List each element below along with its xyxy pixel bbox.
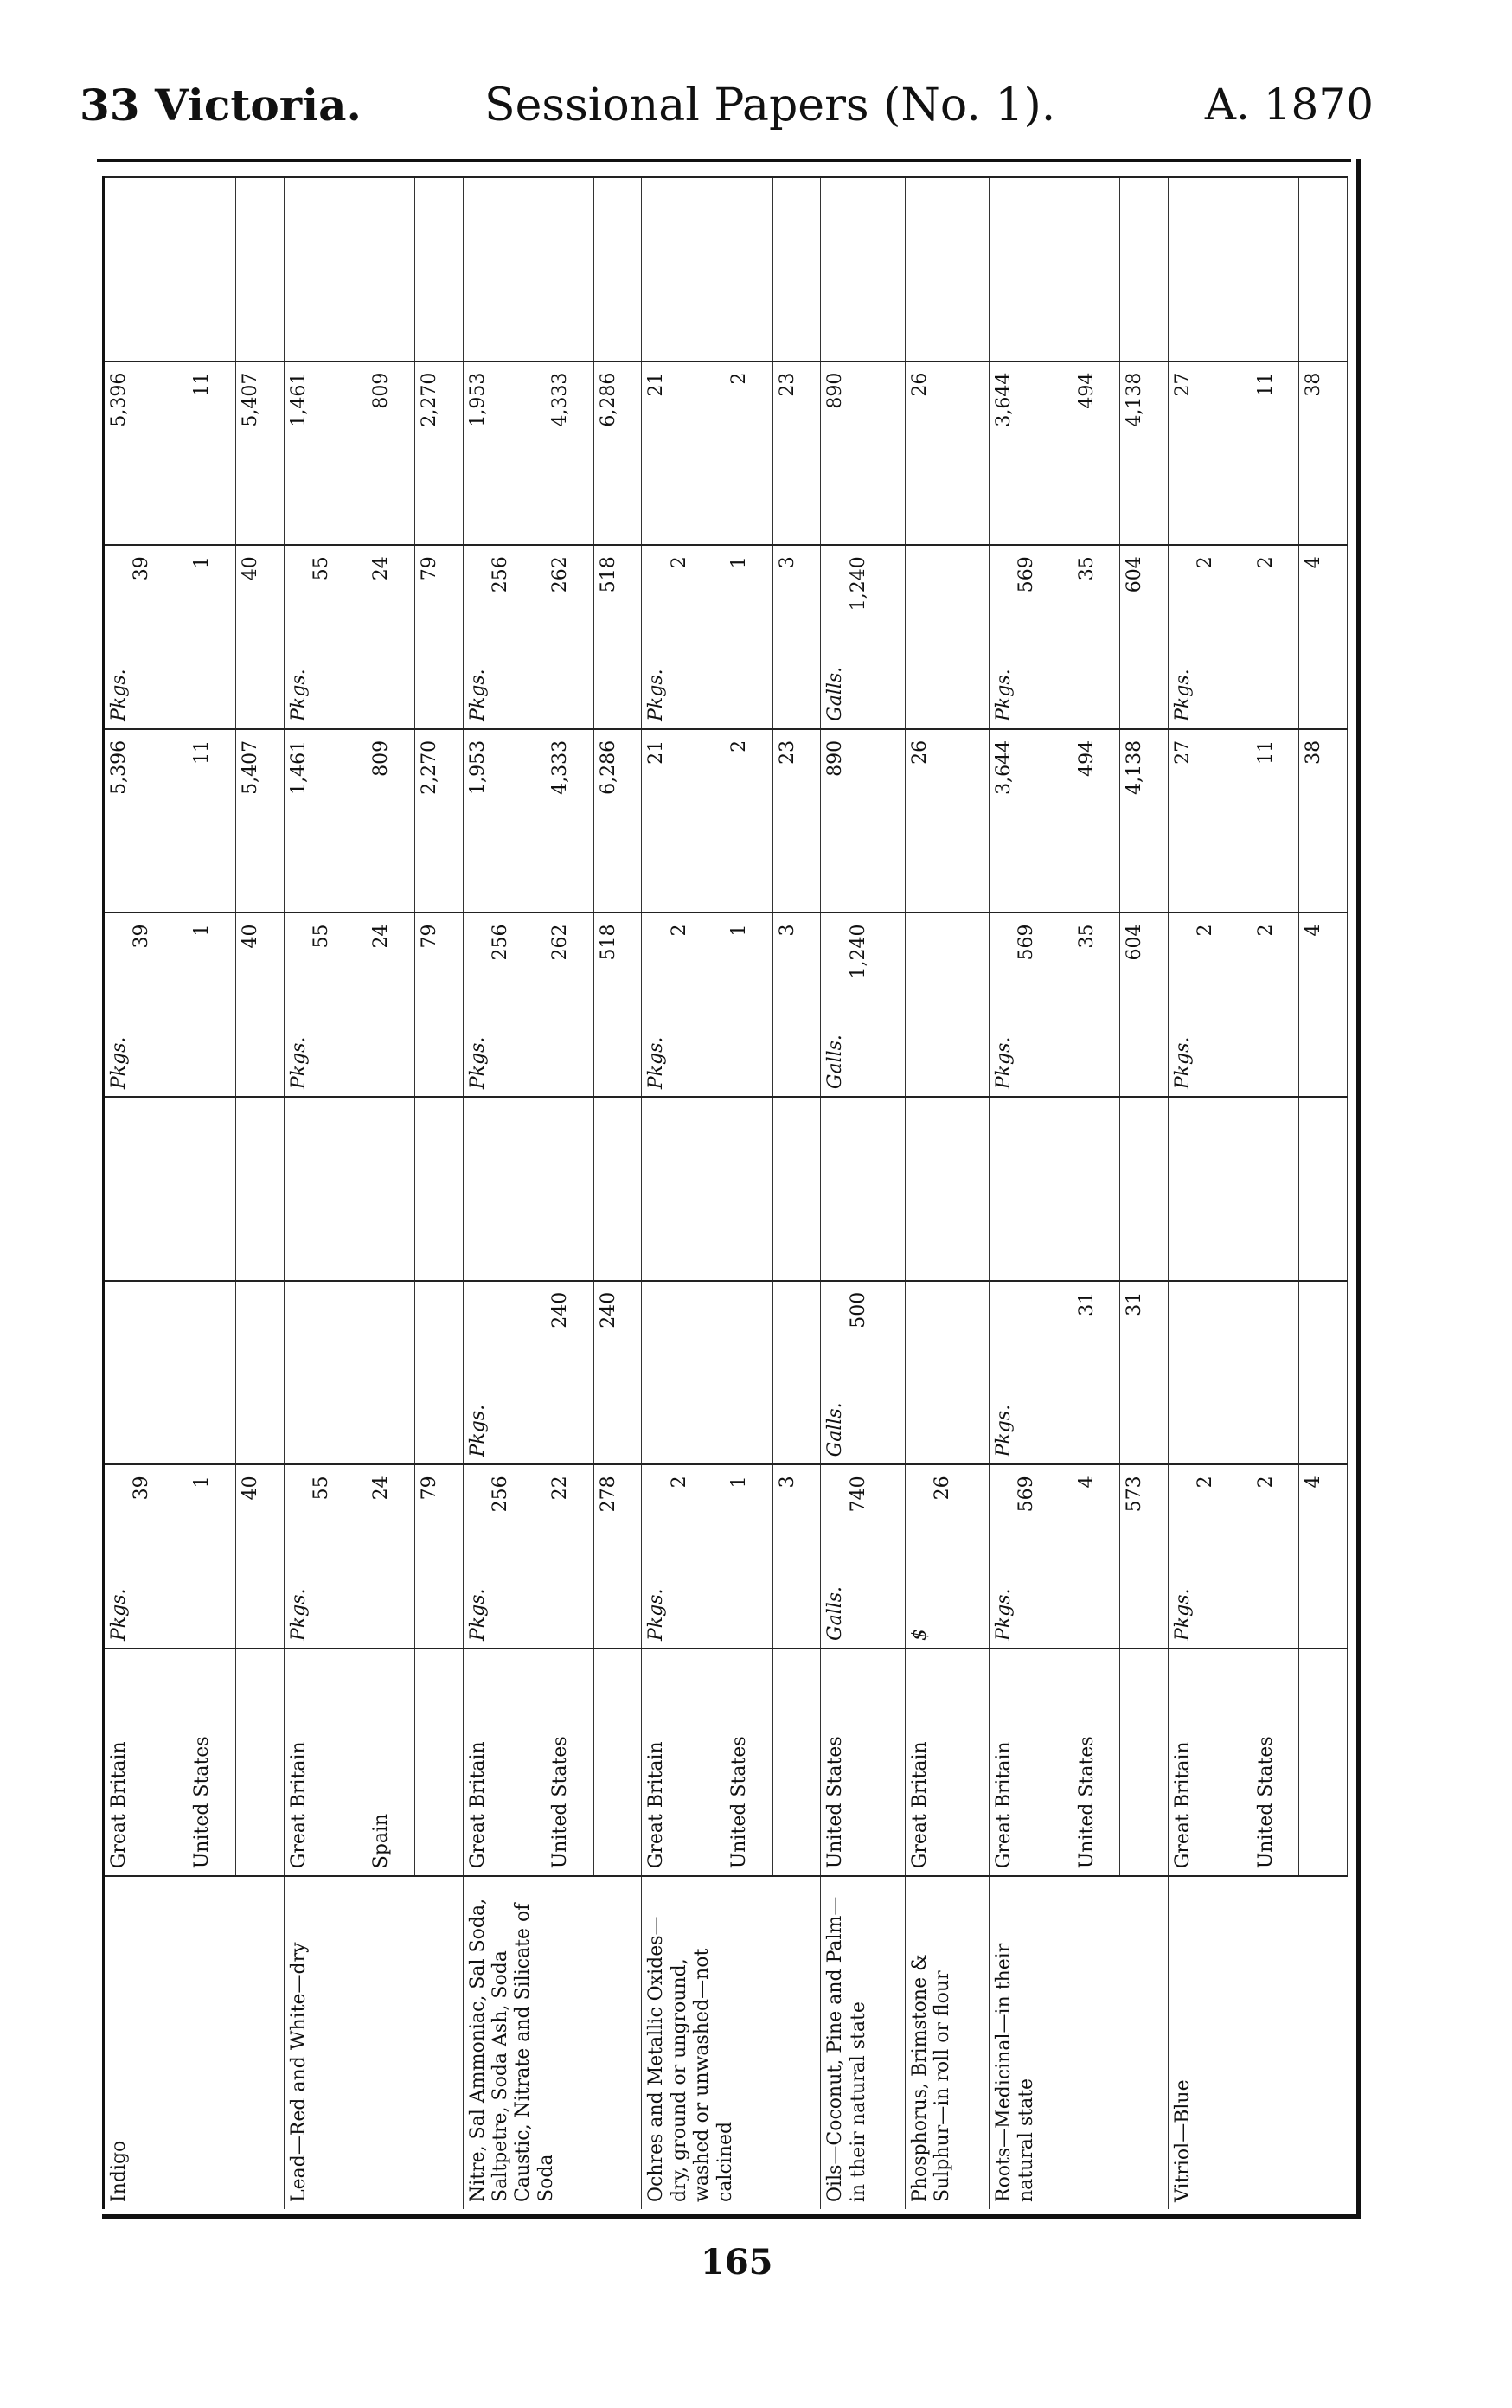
table-row bbox=[463, 177, 546, 2209]
value-text: 890 bbox=[824, 372, 847, 409]
value-text: 39 bbox=[131, 556, 153, 581]
value-text: 2 bbox=[668, 556, 690, 569]
total-cell: 4,138 bbox=[1120, 362, 1169, 546]
value-text: 24 bbox=[370, 556, 393, 581]
value-cell bbox=[905, 1281, 989, 1465]
value-cell bbox=[546, 913, 593, 1098]
article-name: Vitriol—Blue bbox=[1168, 1876, 1347, 2209]
value-cell bbox=[104, 545, 189, 729]
value-cell bbox=[1168, 545, 1251, 729]
value-text: 1,461 bbox=[287, 372, 310, 427]
value-text: 39 bbox=[131, 1476, 153, 1501]
total-cell bbox=[235, 177, 284, 362]
value-text: 1,953 bbox=[466, 740, 489, 795]
value-cell bbox=[989, 1464, 1072, 1649]
value-text: 256 bbox=[489, 924, 511, 961]
value-cell bbox=[188, 362, 235, 546]
total-cell bbox=[772, 1097, 821, 1281]
total-label-cell bbox=[235, 1649, 284, 1876]
value-text: 569 bbox=[1015, 556, 1038, 593]
unit-label: Pkgs. bbox=[1171, 1036, 1194, 1090]
value-cell bbox=[642, 362, 725, 546]
value-text: 55 bbox=[310, 556, 332, 581]
unit-label: Galls. bbox=[824, 1034, 847, 1090]
value-cell bbox=[821, 545, 905, 729]
total-cell: 31 bbox=[1120, 1281, 1169, 1465]
value-text: 2 bbox=[1254, 924, 1277, 937]
unit-label: Pkgs. bbox=[108, 669, 130, 721]
total-cell: 6,286 bbox=[593, 362, 642, 546]
value-text: 2 bbox=[1195, 924, 1217, 937]
unit-label: Pkgs. bbox=[466, 1588, 489, 1641]
total-cell bbox=[593, 1097, 642, 1281]
value-text: 26 bbox=[932, 1476, 954, 1501]
unit-label: Pkgs. bbox=[466, 669, 489, 721]
value-cell bbox=[1073, 1281, 1120, 1465]
value-cell bbox=[104, 913, 189, 1098]
value-text: 3,644 bbox=[992, 372, 1015, 427]
value-text: 1 bbox=[728, 924, 751, 937]
value-cell bbox=[367, 362, 414, 546]
value-text: 2 bbox=[1195, 556, 1217, 569]
country-cell: Great Britain bbox=[284, 1649, 367, 1876]
total-cell: 3 bbox=[772, 913, 821, 1098]
value-cell bbox=[104, 1464, 189, 1649]
value-text: 21 bbox=[645, 740, 668, 765]
value-cell bbox=[463, 729, 546, 913]
unit-label: Pkgs. bbox=[287, 1036, 310, 1090]
value-cell bbox=[188, 1281, 235, 1465]
value-cell bbox=[725, 545, 772, 729]
value-cell bbox=[188, 1097, 235, 1281]
value-text: 262 bbox=[549, 556, 572, 593]
total-cell: 240 bbox=[593, 1281, 642, 1465]
country-cell: Great Britain bbox=[905, 1649, 989, 1876]
value-text: 24 bbox=[370, 1476, 393, 1501]
value-cell bbox=[989, 729, 1072, 913]
article-name: Ochres and Metallic Oxides—dry, ground or unground, washed or unwashed—not calcined bbox=[642, 1876, 821, 2209]
table-row bbox=[821, 177, 905, 2209]
value-cell bbox=[905, 545, 989, 729]
value-cell bbox=[1252, 729, 1299, 913]
value-text: 35 bbox=[1075, 556, 1098, 581]
article-name: Lead—Red and White—dry bbox=[284, 1876, 463, 2209]
value-cell bbox=[642, 913, 725, 1098]
header-right: A. 1870 bbox=[1204, 80, 1374, 130]
value-cell bbox=[1073, 1464, 1120, 1649]
value-cell bbox=[1252, 1097, 1299, 1281]
value-cell bbox=[642, 1464, 725, 1649]
country-cell: Spain bbox=[367, 1649, 414, 1876]
country-cell: United States bbox=[1073, 1649, 1120, 1876]
value-cell bbox=[284, 362, 367, 546]
total-cell bbox=[235, 1097, 284, 1281]
value-text: 11 bbox=[191, 740, 214, 765]
value-cell bbox=[367, 729, 414, 913]
value-text: 2 bbox=[728, 372, 751, 385]
value-cell bbox=[821, 1464, 905, 1649]
value-cell bbox=[725, 729, 772, 913]
article-name: Oils—Coconut, Pine and Palm—in their natural state bbox=[821, 1876, 905, 2209]
page-number: 165 bbox=[701, 2242, 773, 2283]
value-text: 4 bbox=[1075, 1476, 1098, 1489]
value-cell bbox=[642, 729, 725, 913]
country-cell: United States bbox=[725, 1649, 772, 1876]
value-text: 22 bbox=[549, 1476, 572, 1501]
value-text: 27 bbox=[1171, 372, 1194, 397]
value-cell bbox=[642, 545, 725, 729]
value-text: 5,396 bbox=[108, 372, 130, 427]
value-cell bbox=[1168, 1281, 1251, 1465]
value-text: 2 bbox=[668, 1476, 690, 1489]
value-text: 494 bbox=[1075, 372, 1098, 409]
total-label-cell bbox=[772, 1649, 821, 1876]
value-cell bbox=[1073, 913, 1120, 1098]
header-center: Sessional Papers (No. 1). bbox=[484, 80, 1056, 131]
value-cell bbox=[905, 177, 989, 362]
unit-label: Pkgs. bbox=[992, 1588, 1015, 1641]
value-cell bbox=[284, 1281, 367, 1465]
value-cell bbox=[725, 177, 772, 362]
value-cell bbox=[546, 177, 593, 362]
value-cell bbox=[1168, 1097, 1251, 1281]
value-cell bbox=[1252, 362, 1299, 546]
value-cell bbox=[642, 1097, 725, 1281]
total-cell bbox=[414, 1281, 463, 1465]
value-text: 240 bbox=[549, 1291, 572, 1329]
value-cell bbox=[104, 1097, 189, 1281]
value-cell bbox=[463, 1464, 546, 1649]
value-text: 11 bbox=[1254, 740, 1277, 765]
value-cell bbox=[1073, 177, 1120, 362]
trade-table bbox=[102, 176, 1348, 2209]
unit-label: Pkgs. bbox=[992, 1036, 1015, 1090]
value-text: 256 bbox=[489, 556, 511, 593]
value-cell bbox=[188, 545, 235, 729]
total-cell: 4 bbox=[1299, 913, 1348, 1098]
value-text: 1 bbox=[728, 556, 751, 569]
value-text: 4,333 bbox=[549, 372, 572, 427]
value-text: 1,240 bbox=[847, 924, 869, 979]
country-cell: Great Britain bbox=[1168, 1649, 1251, 1876]
value-cell bbox=[1168, 177, 1251, 362]
value-cell bbox=[905, 362, 989, 546]
table-row bbox=[989, 177, 1072, 2209]
country-cell: United States bbox=[821, 1649, 905, 1876]
total-cell: 40 bbox=[235, 545, 284, 729]
table-row bbox=[905, 177, 989, 2209]
unit-label: Pkgs. bbox=[645, 1588, 668, 1641]
value-cell bbox=[725, 1281, 772, 1465]
value-text: 31 bbox=[1075, 1291, 1098, 1316]
value-cell bbox=[642, 1281, 725, 1465]
unit-label: Pkgs. bbox=[992, 1404, 1015, 1457]
value-text: 494 bbox=[1075, 740, 1098, 777]
total-cell bbox=[414, 1097, 463, 1281]
value-text: 2 bbox=[1195, 1476, 1217, 1489]
value-cell bbox=[821, 729, 905, 913]
table-row bbox=[284, 177, 367, 2209]
value-cell bbox=[284, 1097, 367, 1281]
value-text: 1 bbox=[191, 556, 214, 569]
value-cell bbox=[821, 177, 905, 362]
value-cell bbox=[821, 1281, 905, 1465]
total-cell bbox=[1120, 1097, 1169, 1281]
unit-label: Pkgs. bbox=[645, 669, 668, 721]
total-cell: 3 bbox=[772, 1464, 821, 1649]
value-cell bbox=[463, 177, 546, 362]
value-cell bbox=[463, 545, 546, 729]
value-cell bbox=[188, 177, 235, 362]
total-cell: 79 bbox=[414, 913, 463, 1098]
value-text: 569 bbox=[1015, 924, 1038, 961]
value-cell bbox=[725, 1097, 772, 1281]
value-cell bbox=[905, 729, 989, 913]
value-cell bbox=[989, 545, 1072, 729]
unit-label: Pkgs. bbox=[287, 1588, 310, 1641]
value-text: 26 bbox=[908, 740, 931, 765]
unit-label: Pkgs. bbox=[287, 669, 310, 721]
value-cell bbox=[905, 1464, 989, 1649]
unit-label: Pkgs. bbox=[992, 669, 1015, 721]
value-cell bbox=[104, 1281, 189, 1465]
total-cell bbox=[1299, 1281, 1348, 1465]
value-text: 27 bbox=[1171, 740, 1194, 765]
unit-label: Galls. bbox=[824, 1585, 847, 1641]
value-cell bbox=[546, 362, 593, 546]
total-cell: 4 bbox=[1299, 545, 1348, 729]
value-text: 809 bbox=[370, 372, 393, 409]
value-cell bbox=[463, 1281, 546, 1465]
value-text: 4,333 bbox=[549, 740, 572, 795]
value-cell bbox=[1168, 362, 1251, 546]
value-text: 1,461 bbox=[287, 740, 310, 795]
table-row bbox=[1168, 177, 1251, 2209]
total-cell: 2,270 bbox=[414, 729, 463, 913]
value-cell bbox=[188, 729, 235, 913]
value-cell bbox=[1073, 729, 1120, 913]
country-cell: Great Britain bbox=[989, 1649, 1072, 1876]
value-cell bbox=[284, 177, 367, 362]
value-cell bbox=[284, 545, 367, 729]
value-cell bbox=[284, 1464, 367, 1649]
total-cell bbox=[1120, 177, 1169, 362]
value-cell bbox=[1252, 913, 1299, 1098]
value-cell bbox=[546, 1281, 593, 1465]
table-row bbox=[104, 177, 189, 2209]
total-cell bbox=[593, 177, 642, 362]
value-cell bbox=[1252, 177, 1299, 362]
value-cell bbox=[989, 362, 1072, 546]
value-text: 2 bbox=[728, 740, 751, 752]
total-cell: 4,138 bbox=[1120, 729, 1169, 913]
value-cell bbox=[546, 1097, 593, 1281]
value-cell bbox=[188, 1464, 235, 1649]
value-text: 1,953 bbox=[466, 372, 489, 427]
value-text: 11 bbox=[1254, 372, 1277, 397]
value-cell bbox=[104, 177, 189, 362]
total-cell bbox=[235, 1281, 284, 1465]
total-cell: 573 bbox=[1120, 1464, 1169, 1649]
total-cell: 518 bbox=[593, 545, 642, 729]
value-text: 569 bbox=[1015, 1476, 1038, 1513]
value-text: 890 bbox=[824, 740, 847, 777]
value-cell bbox=[1073, 545, 1120, 729]
total-cell: 4 bbox=[1299, 1464, 1348, 1649]
value-cell bbox=[821, 1097, 905, 1281]
rotated-table-container bbox=[102, 176, 1348, 2209]
country-cell: Great Britain bbox=[463, 1649, 546, 1876]
value-text: 262 bbox=[549, 924, 572, 961]
value-cell bbox=[367, 1097, 414, 1281]
value-cell bbox=[989, 177, 1072, 362]
value-cell bbox=[546, 1464, 593, 1649]
value-cell bbox=[989, 1281, 1072, 1465]
country-cell: United States bbox=[1252, 1649, 1299, 1876]
value-cell bbox=[905, 1097, 989, 1281]
total-cell: 518 bbox=[593, 913, 642, 1098]
country-cell: United States bbox=[188, 1649, 235, 1876]
value-text: 2 bbox=[1254, 556, 1277, 569]
article-name: Indigo bbox=[104, 1876, 285, 2209]
value-cell bbox=[367, 1464, 414, 1649]
total-cell: 604 bbox=[1120, 913, 1169, 1098]
total-label-cell bbox=[414, 1649, 463, 1876]
table-row bbox=[642, 177, 725, 2209]
article-name: Nitre, Sal Ammoniac, Sal Soda, Saltpetre, Soda Ash, Soda Caustic, Nitrate and Silicate of Soda bbox=[463, 1876, 642, 2209]
total-cell: 23 bbox=[772, 729, 821, 913]
country-cell: Great Britain bbox=[642, 1649, 725, 1876]
value-cell bbox=[989, 1097, 1072, 1281]
value-cell bbox=[367, 545, 414, 729]
value-text: 1 bbox=[191, 924, 214, 937]
article-name: Roots—Medicinal—in their natural state bbox=[989, 1876, 1168, 2209]
total-cell bbox=[1299, 177, 1348, 362]
total-cell bbox=[772, 177, 821, 362]
value-cell bbox=[188, 913, 235, 1098]
total-cell: 38 bbox=[1299, 729, 1348, 913]
value-cell bbox=[1252, 1464, 1299, 1649]
value-cell bbox=[1168, 1464, 1251, 1649]
total-cell: 38 bbox=[1299, 362, 1348, 546]
total-cell: 5,407 bbox=[235, 729, 284, 913]
value-cell bbox=[463, 913, 546, 1098]
unit-label: Pkgs. bbox=[108, 1036, 130, 1090]
value-text: 2 bbox=[1254, 1476, 1277, 1489]
total-label-cell bbox=[1299, 1649, 1348, 1876]
value-cell bbox=[546, 545, 593, 729]
header-left: 33 Victoria. bbox=[80, 80, 362, 131]
value-text: 24 bbox=[370, 924, 393, 949]
total-cell bbox=[772, 1281, 821, 1465]
unit-label: Galls. bbox=[824, 666, 847, 721]
total-cell bbox=[1299, 1097, 1348, 1281]
value-text: 55 bbox=[310, 1476, 332, 1501]
total-cell: 79 bbox=[414, 545, 463, 729]
value-text: 740 bbox=[847, 1476, 869, 1513]
value-cell bbox=[989, 913, 1072, 1098]
value-cell bbox=[1168, 729, 1251, 913]
value-text: 21 bbox=[645, 372, 668, 397]
value-cell bbox=[725, 362, 772, 546]
value-cell bbox=[1252, 545, 1299, 729]
value-cell bbox=[367, 913, 414, 1098]
unit-label: Galls. bbox=[824, 1402, 847, 1457]
unit-label: Pkgs. bbox=[466, 1036, 489, 1090]
value-cell bbox=[821, 913, 905, 1098]
value-text: 55 bbox=[310, 924, 332, 949]
total-cell: 23 bbox=[772, 362, 821, 546]
value-text: 2 bbox=[668, 924, 690, 937]
value-text: 39 bbox=[131, 924, 153, 949]
value-cell bbox=[725, 1464, 772, 1649]
value-cell bbox=[1073, 1097, 1120, 1281]
value-cell bbox=[1252, 1281, 1299, 1465]
value-text: 809 bbox=[370, 740, 393, 777]
value-text: 1 bbox=[728, 1476, 751, 1489]
total-cell: 40 bbox=[235, 913, 284, 1098]
unit-label: Pkgs. bbox=[645, 1036, 668, 1090]
value-text: 256 bbox=[489, 1476, 511, 1513]
value-text: 5,396 bbox=[108, 740, 130, 795]
value-cell bbox=[104, 729, 189, 913]
value-cell bbox=[104, 362, 189, 546]
value-cell bbox=[642, 177, 725, 362]
country-cell: United States bbox=[546, 1649, 593, 1876]
unit-label: Pkgs. bbox=[466, 1404, 489, 1457]
value-cell bbox=[1168, 913, 1251, 1098]
unit-label: Pkgs. bbox=[1171, 669, 1194, 721]
value-text: 1 bbox=[191, 1476, 214, 1489]
country-cell: Great Britain bbox=[104, 1649, 189, 1876]
total-cell: 2,270 bbox=[414, 362, 463, 546]
total-label-cell bbox=[593, 1649, 642, 1876]
total-cell: 79 bbox=[414, 1464, 463, 1649]
total-cell: 3 bbox=[772, 545, 821, 729]
unit-label: Pkgs. bbox=[108, 1588, 130, 1641]
total-cell: 278 bbox=[593, 1464, 642, 1649]
value-cell bbox=[905, 913, 989, 1098]
value-text: 11 bbox=[191, 372, 214, 397]
total-cell: 6,286 bbox=[593, 729, 642, 913]
value-text: 35 bbox=[1075, 924, 1098, 949]
value-cell bbox=[367, 1281, 414, 1465]
value-cell bbox=[725, 913, 772, 1098]
total-label-cell bbox=[1120, 1649, 1169, 1876]
total-cell: 40 bbox=[235, 1464, 284, 1649]
value-text: 500 bbox=[847, 1291, 869, 1329]
value-cell bbox=[1073, 362, 1120, 546]
article-name: Phosphorus, Brimstone & Sulphur—in roll or flour bbox=[905, 1876, 989, 2209]
unit-label: Pkgs. bbox=[1171, 1588, 1194, 1641]
value-cell bbox=[546, 729, 593, 913]
value-text: 26 bbox=[908, 372, 931, 397]
total-cell: 5,407 bbox=[235, 362, 284, 546]
value-cell bbox=[367, 177, 414, 362]
value-cell bbox=[284, 913, 367, 1098]
value-cell bbox=[284, 729, 367, 913]
value-text: 3,644 bbox=[992, 740, 1015, 795]
total-cell bbox=[414, 177, 463, 362]
total-cell: 604 bbox=[1120, 545, 1169, 729]
value-cell bbox=[463, 362, 546, 546]
currency-label: $ bbox=[908, 1629, 931, 1641]
value-cell bbox=[821, 362, 905, 546]
value-cell bbox=[463, 1097, 546, 1281]
value-text: 1,240 bbox=[847, 556, 869, 612]
